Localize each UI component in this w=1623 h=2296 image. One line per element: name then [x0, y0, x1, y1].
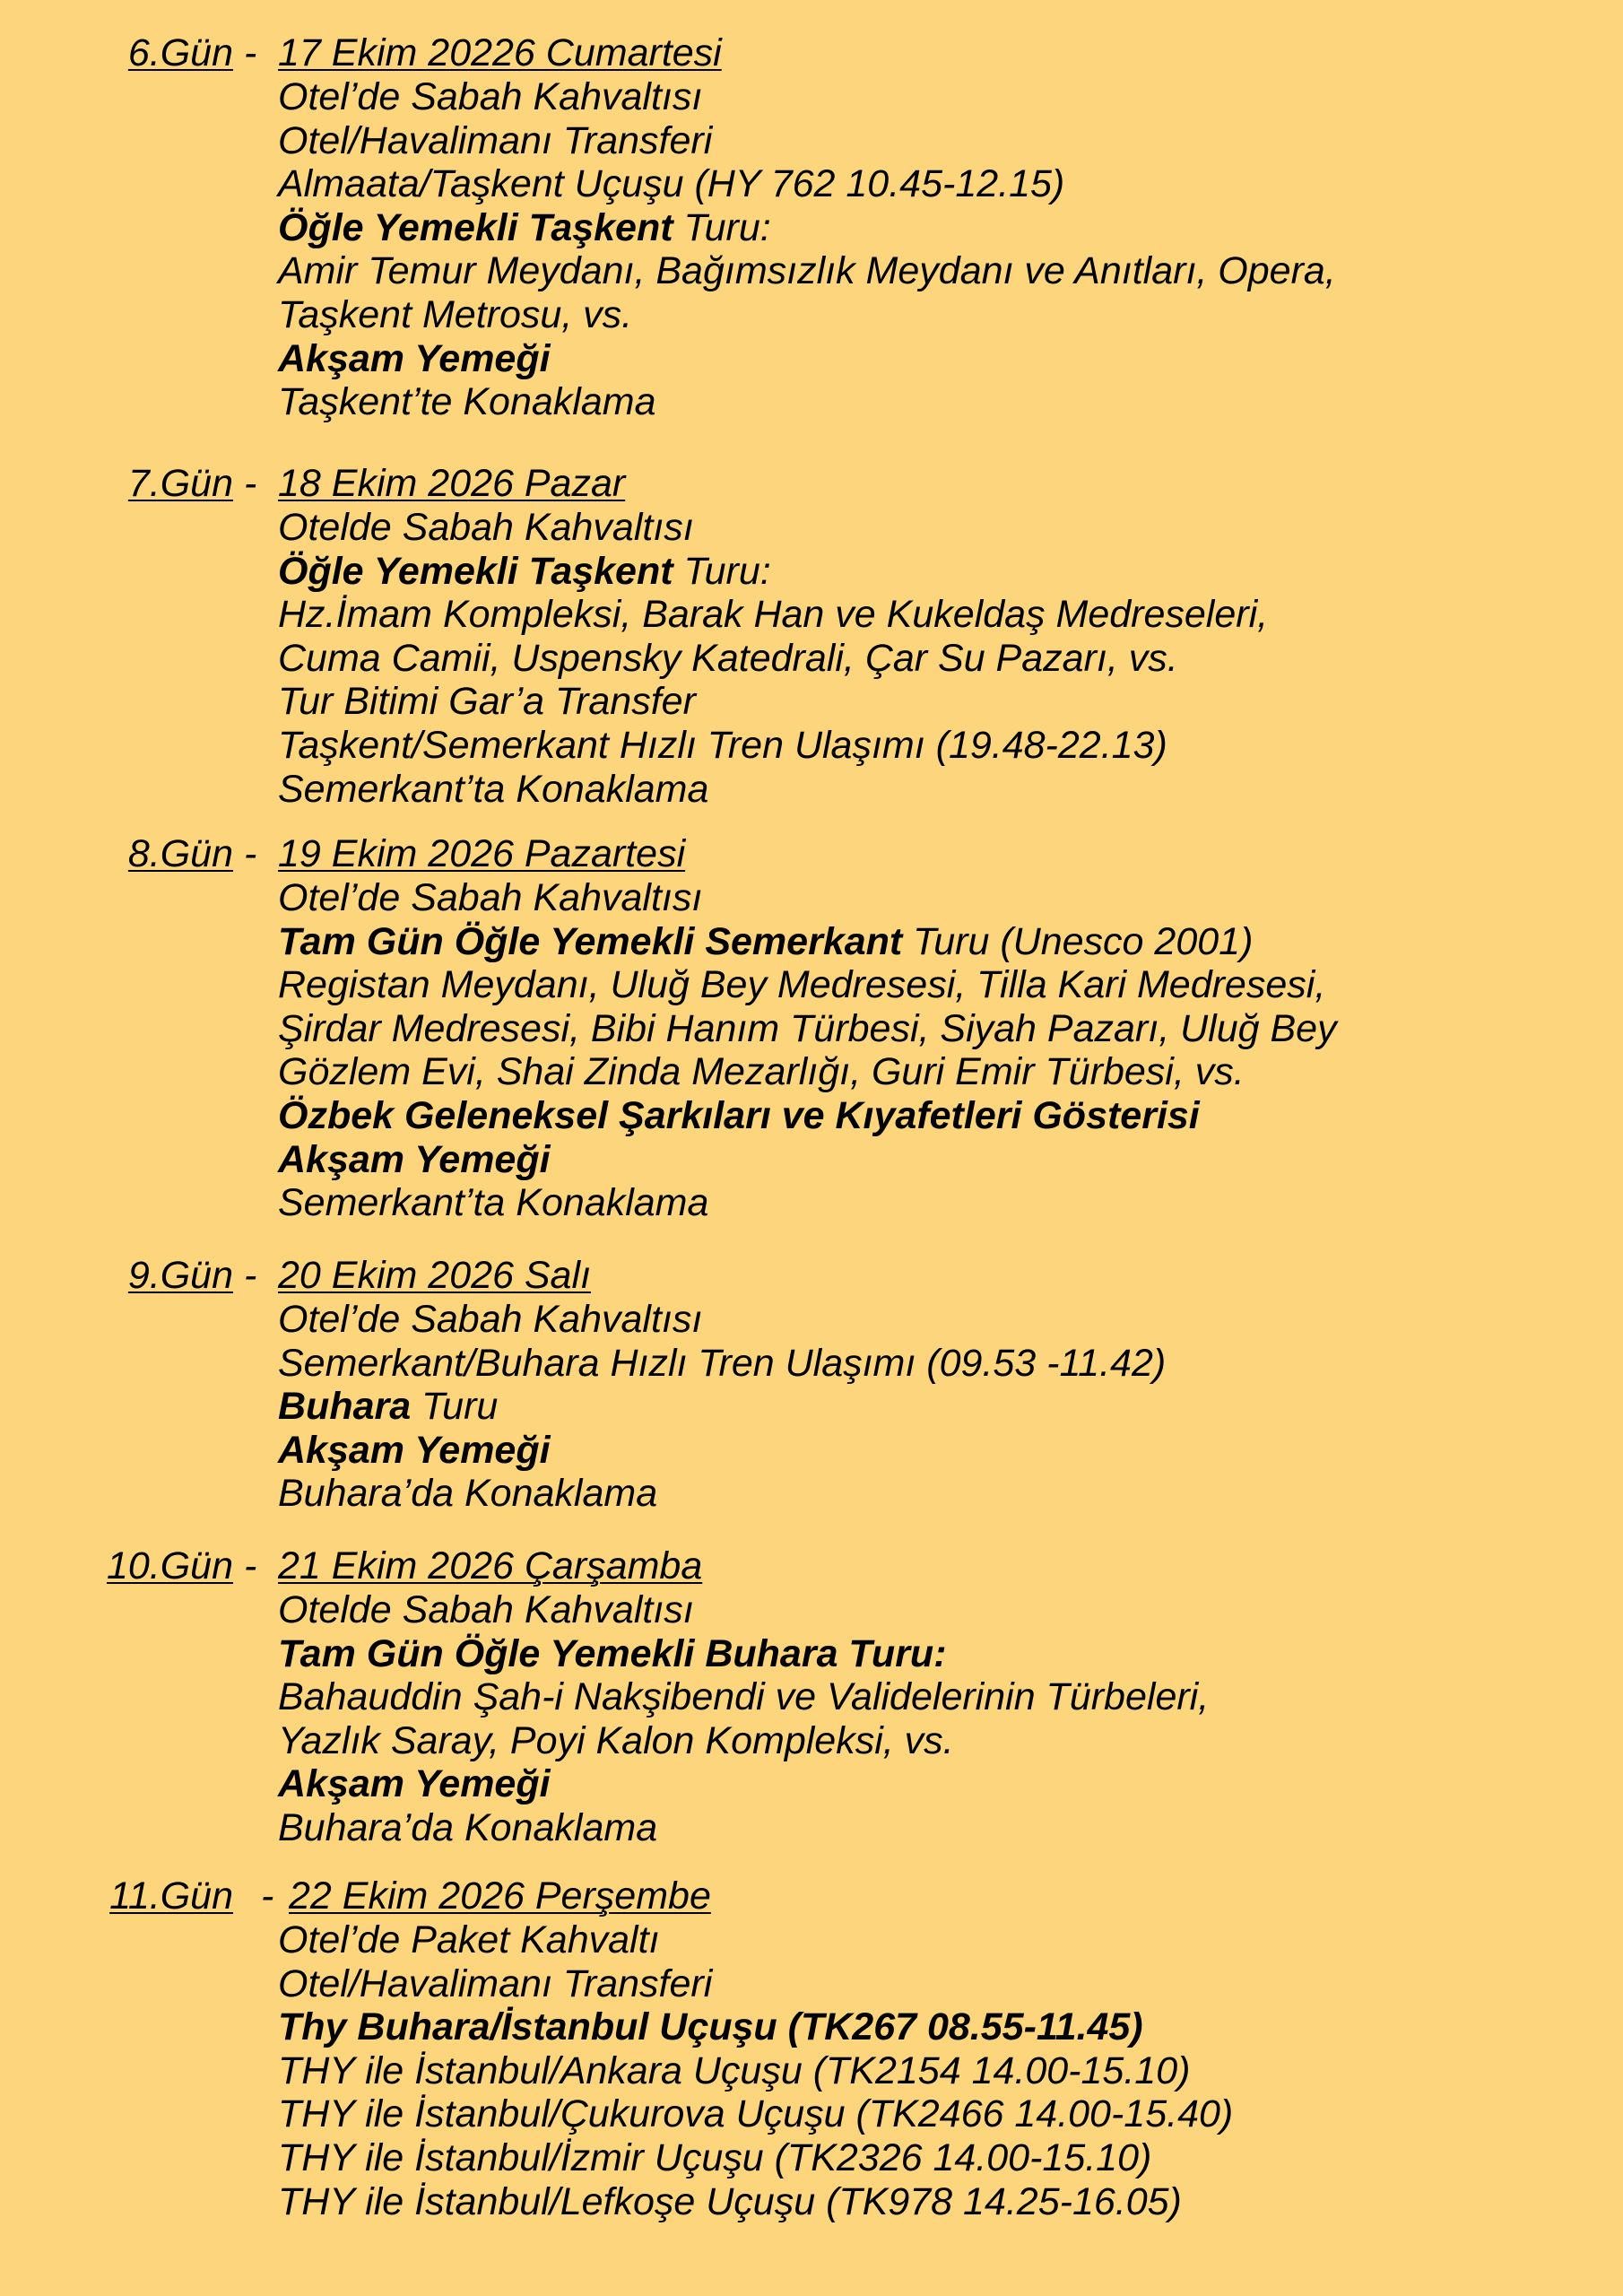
- itinerary-line: [278, 768, 1623, 812]
- itinerary-line-bold-text: Akşam Yemeği: [278, 1762, 551, 1806]
- itinerary-line-bold-text: Özbek Geleneksel Şarkıları ve Kıyafetleri Gösterisi: [278, 1093, 1200, 1137]
- day-date: 17 Ekim 20226 Cumartesi: [278, 31, 722, 74]
- itinerary-line: [278, 119, 1623, 163]
- itinerary-line-text: Otelde Sabah Kahvaltısı: [278, 1588, 694, 1631]
- day-separator: -: [261, 1874, 274, 1918]
- itinerary-line-text: Almaata/Taşkent Uçuşu (HY 762 10.45-12.15): [278, 162, 1065, 206]
- day-number: 11.Gün: [109, 1874, 233, 1918]
- itinerary-line-text: THY ile İstanbul/Çukurova Uçuşu (TK2466 14.00-15.40): [278, 2092, 1234, 2136]
- itinerary-line: [278, 1675, 1623, 1719]
- itinerary-line-text: Taşkent’te Konaklama: [278, 380, 656, 424]
- itinerary-line-text: Turu:: [673, 205, 771, 249]
- day-separator: -: [244, 31, 257, 74]
- day-lines: [0, 1588, 1623, 1850]
- day-date: 21 Ekim 2026 Çarşamba: [278, 1544, 703, 1587]
- day-header: [0, 31, 1623, 75]
- itinerary-line-text: Buhara’da Konaklama: [278, 1805, 658, 1849]
- day-number: 8.Gün: [127, 832, 233, 875]
- day-date: 19 Ekim 2026 Pazartesi: [278, 832, 686, 875]
- itinerary-line: [278, 1719, 1623, 1763]
- itinerary-line-bold-text: Thy Buhara/İstanbul Uçuşu (TK267 08.55-11.45): [278, 2005, 1143, 2049]
- itinerary-line-bold-text: Akşam Yemeği: [278, 1428, 551, 1472]
- day-date: 20 Ekim 2026 Salı: [278, 1254, 591, 1297]
- itinerary-line: [278, 550, 1623, 594]
- itinerary-line-bold-text: Tam Gün Öğle Yemekli Semerkant: [278, 919, 903, 963]
- itinerary-line: [278, 2136, 1623, 2180]
- itinerary-line-text: Yazlık Saray, Poyi Kalon Kompleksi, vs.: [278, 1718, 954, 1762]
- itinerary-line: [278, 724, 1623, 768]
- itinerary-line: [278, 337, 1623, 381]
- itinerary-line-bold-text: Akşam Yemeği: [278, 336, 551, 380]
- itinerary-line: [278, 1588, 1623, 1632]
- itinerary-line-bold-text: Tam Gün Öğle Yemekli Buhara Turu:: [278, 1631, 947, 1675]
- day-lines: [0, 506, 1623, 811]
- itinerary-line-text: Otelde Sabah Kahvaltısı: [278, 506, 694, 549]
- itinerary-line-text: Otel’de Sabah Kahvaltısı: [278, 876, 703, 919]
- itinerary-line: [278, 876, 1623, 920]
- itinerary-line: [278, 293, 1623, 337]
- day-7: [0, 462, 1623, 811]
- itinerary-line: [278, 1385, 1623, 1429]
- itinerary-line: [278, 637, 1623, 681]
- itinerary-line: [278, 680, 1623, 724]
- day-number: 9.Gün: [127, 1254, 233, 1297]
- itinerary-line-text: THY ile İstanbul/Ankara Uçuşu (TK2154 14.00-15.10): [278, 2048, 1191, 2092]
- itinerary-line-text: Otel’de Paket Kahvaltı: [278, 1918, 660, 1961]
- itinerary-line-bold-text: Öğle Yemekli Taşkent: [278, 205, 673, 249]
- itinerary-line-text: Registan Meydanı, Uluğ Bey Medresesi, Tilla Kari Medresesi,: [278, 963, 1326, 1007]
- itinerary-line: [278, 380, 1623, 424]
- itinerary-line: [278, 506, 1623, 550]
- itinerary-line-text: Hz.İmam Kompleksi, Barak Han ve Kukeldaş Medreseleri,: [278, 593, 1269, 637]
- itinerary-line-text: Cuma Camii, Uspensky Katedrali, Çar Su Pazarı, vs.: [278, 636, 1178, 680]
- itinerary-line: [278, 593, 1623, 637]
- day-lines: [0, 876, 1623, 1225]
- itinerary-line-text: Semerkant’ta Konaklama: [278, 1181, 709, 1225]
- day-lines: [0, 1298, 1623, 1516]
- itinerary-line: [278, 1632, 1623, 1676]
- itinerary-line: [278, 1429, 1623, 1473]
- itinerary-line-bold-text: Akşam Yemeği: [278, 1137, 551, 1181]
- itinerary-line-text: Gözlem Evi, Shai Zinda Mezarlığı, Guri Emir Türbesi, vs.: [278, 1050, 1245, 1094]
- itinerary-line: [278, 1138, 1623, 1182]
- day-9: [0, 1254, 1623, 1516]
- itinerary-line: [278, 1342, 1623, 1386]
- itinerary-line: [278, 920, 1623, 964]
- itinerary-line: [278, 2049, 1623, 2093]
- itinerary-line: [278, 206, 1623, 250]
- itinerary-line-text: Turu: [411, 1385, 499, 1429]
- day-8: [0, 832, 1623, 1225]
- day-number: 7.Gün: [127, 462, 233, 505]
- day-header: [0, 1874, 1623, 1918]
- day-header: [0, 1544, 1623, 1588]
- itinerary-line-text: Şirdar Medresesi, Bibi Hanım Türbesi, Siyah Pazarı, Uluğ Bey: [278, 1006, 1337, 1050]
- day-separator: -: [244, 1544, 257, 1587]
- itinerary-line-text: Otel’de Sabah Kahvaltısı: [278, 75, 703, 118]
- itinerary-line: [278, 162, 1623, 206]
- day-number: 10.Gün: [106, 1544, 233, 1587]
- itinerary-line-text: THY ile İstanbul/Lefkoşe Uçuşu (TK978 14.25-16.05): [278, 2179, 1182, 2223]
- itinerary-line: [278, 1050, 1623, 1094]
- itinerary-line: [278, 2180, 1623, 2224]
- itinerary-line: [278, 1007, 1623, 1051]
- day-separator: -: [244, 1254, 257, 1297]
- itinerary-line: [278, 1762, 1623, 1806]
- day-header: [0, 462, 1623, 506]
- itinerary-line-text: Otel’de Sabah Kahvaltısı: [278, 1298, 703, 1341]
- itinerary-line: [278, 1806, 1623, 1850]
- day-6: [0, 31, 1623, 424]
- day-lines: [0, 1918, 1623, 2223]
- itinerary-line-text: Semerkant/Buhara Hızlı Tren Ulaşımı (09.53 -11.42): [278, 1341, 1167, 1385]
- day-separator: -: [244, 462, 257, 505]
- itinerary-line: [278, 75, 1623, 119]
- day-11: [0, 1874, 1623, 2223]
- day-date: 22 Ekim 2026 Perşembe: [289, 1874, 711, 1918]
- day-10: [0, 1544, 1623, 1850]
- itinerary-line: [278, 1472, 1623, 1516]
- itinerary-line: [278, 1962, 1623, 2006]
- itinerary-line: [278, 1094, 1623, 1138]
- itinerary-line: [278, 963, 1623, 1007]
- itinerary-line-text: Otel/Havalimanı Transferi: [278, 118, 713, 162]
- itinerary-line-text: Taşkent/Semerkant Hızlı Tren Ulaşımı (19.48-22.13): [278, 723, 1167, 767]
- itinerary-line-text: Semerkant’ta Konaklama: [278, 767, 709, 811]
- day-header: [0, 1254, 1623, 1298]
- day-date: 18 Ekim 2026 Pazar: [278, 462, 626, 505]
- day-header: [0, 832, 1623, 876]
- day-separator: -: [244, 832, 257, 875]
- itinerary-line: [278, 2092, 1623, 2136]
- itinerary-line-bold-text: Öğle Yemekli Taşkent: [278, 549, 673, 593]
- itinerary-line-bold-text: Buhara: [278, 1385, 412, 1429]
- itinerary-line-text: Turu (Unesco 2001): [902, 919, 1254, 963]
- itinerary-line-text: Otel/Havalimanı Transferi: [278, 1961, 713, 2005]
- itinerary-line-text: Tur Bitimi Gar’a Transfer: [278, 680, 696, 724]
- itinerary-line: [278, 1298, 1623, 1342]
- itinerary-line-text: Amir Temur Meydanı, Bağımsızlık Meydanı ve Anıtları, Opera,: [278, 249, 1336, 293]
- day-number: 6.Gün: [127, 31, 233, 74]
- itinerary-line: [278, 249, 1623, 293]
- day-lines: [0, 75, 1623, 424]
- itinerary-line: [278, 2005, 1623, 2049]
- itinerary-line-text: Bahauddin Şah-i Nakşibendi ve Validelerinin Türbeleri,: [278, 1675, 1210, 1719]
- itinerary-line-text: Taşkent Metrosu, vs.: [278, 292, 633, 336]
- itinerary-line: [278, 1181, 1623, 1225]
- itinerary-line-text: THY ile İstanbul/İzmir Uçuşu (TK2326 14.00-15.10): [278, 2135, 1152, 2179]
- itinerary-line: [278, 1918, 1623, 1962]
- itinerary-line-text: Turu:: [673, 549, 771, 593]
- itinerary-line-text: Buhara’da Konaklama: [278, 1472, 658, 1516]
